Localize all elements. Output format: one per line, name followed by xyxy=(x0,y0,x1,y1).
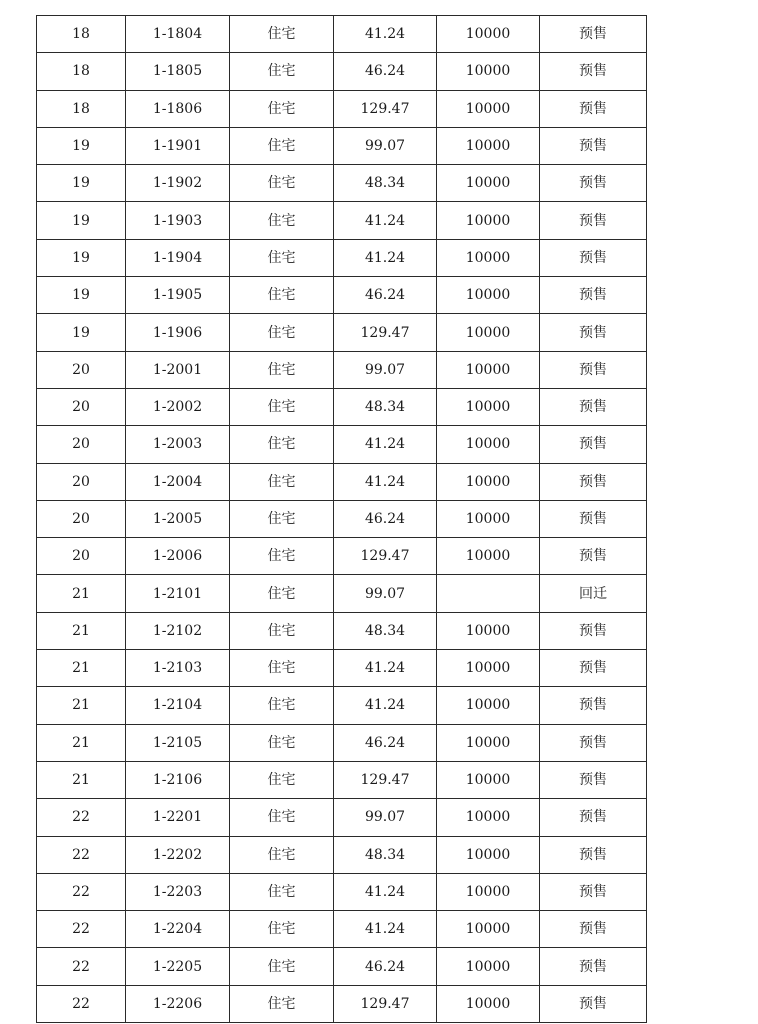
usage-cell: 住宅 xyxy=(230,90,334,127)
sale-status-cell: 预售 xyxy=(540,239,647,276)
room-number-cell: 1-1906 xyxy=(126,314,230,351)
price-table-sheet xyxy=(36,15,646,1023)
area-cell: 99.07 xyxy=(334,575,437,612)
unit-price-cell: 10000 xyxy=(437,202,540,239)
usage-cell: 住宅 xyxy=(230,314,334,351)
table-row xyxy=(37,90,647,127)
area-cell: 129.47 xyxy=(334,90,437,127)
area-cell: 41.24 xyxy=(334,426,437,463)
unit-price-cell: 10000 xyxy=(437,53,540,90)
table-row xyxy=(37,799,647,836)
sale-status-cell: 预售 xyxy=(540,836,647,873)
unit-price-cell: 10000 xyxy=(437,985,540,1022)
sale-status-cell: 预售 xyxy=(540,985,647,1022)
table-row xyxy=(37,911,647,948)
table-row xyxy=(37,426,647,463)
floor-cell: 19 xyxy=(37,277,126,314)
unit-price-cell: 10000 xyxy=(437,314,540,351)
usage-cell: 住宅 xyxy=(230,985,334,1022)
sale-status-cell: 预售 xyxy=(540,463,647,500)
room-number-cell: 1-2201 xyxy=(126,799,230,836)
sale-status-cell: 预售 xyxy=(540,612,647,649)
floor-cell: 22 xyxy=(37,799,126,836)
table-row xyxy=(37,388,647,425)
usage-cell: 住宅 xyxy=(230,724,334,761)
unit-price-cell: 10000 xyxy=(437,724,540,761)
usage-cell: 住宅 xyxy=(230,426,334,463)
floor-cell: 22 xyxy=(37,873,126,910)
room-number-cell: 1-2102 xyxy=(126,612,230,649)
room-number-cell: 1-2206 xyxy=(126,985,230,1022)
table-row xyxy=(37,836,647,873)
area-cell: 41.24 xyxy=(334,16,437,53)
floor-cell: 19 xyxy=(37,127,126,164)
area-cell: 46.24 xyxy=(334,948,437,985)
area-cell: 129.47 xyxy=(334,538,437,575)
room-number-cell: 1-2001 xyxy=(126,351,230,388)
unit-price-cell: 10000 xyxy=(437,351,540,388)
floor-cell: 21 xyxy=(37,612,126,649)
table-row xyxy=(37,500,647,537)
room-number-cell: 1-2204 xyxy=(126,911,230,948)
room-number-cell: 1-1905 xyxy=(126,277,230,314)
room-number-cell: 1-2104 xyxy=(126,687,230,724)
usage-cell: 住宅 xyxy=(230,239,334,276)
unit-price-cell: 10000 xyxy=(437,239,540,276)
unit-price-cell: 10000 xyxy=(437,463,540,500)
table-row xyxy=(37,948,647,985)
table-row xyxy=(37,463,647,500)
floor-cell: 18 xyxy=(37,53,126,90)
unit-price-cell: 10000 xyxy=(437,500,540,537)
usage-cell: 住宅 xyxy=(230,277,334,314)
sale-status-cell: 预售 xyxy=(540,873,647,910)
usage-cell: 住宅 xyxy=(230,873,334,910)
room-number-cell: 1-1805 xyxy=(126,53,230,90)
sale-status-cell: 回迁 xyxy=(540,575,647,612)
area-cell: 41.24 xyxy=(334,873,437,910)
unit-price-cell: 10000 xyxy=(437,127,540,164)
area-cell: 41.24 xyxy=(334,687,437,724)
sale-status-cell: 预售 xyxy=(540,761,647,798)
area-cell: 46.24 xyxy=(334,53,437,90)
unit-price-cell: 10000 xyxy=(437,90,540,127)
sale-status-cell: 预售 xyxy=(540,165,647,202)
sale-status-cell: 预售 xyxy=(540,202,647,239)
area-cell: 41.24 xyxy=(334,239,437,276)
table-row xyxy=(37,761,647,798)
floor-cell: 20 xyxy=(37,463,126,500)
floor-cell: 21 xyxy=(37,687,126,724)
table-row xyxy=(37,314,647,351)
unit-price-cell: 10000 xyxy=(437,948,540,985)
room-number-cell: 1-2004 xyxy=(126,463,230,500)
table-row xyxy=(37,873,647,910)
usage-cell: 住宅 xyxy=(230,538,334,575)
room-number-cell: 1-2003 xyxy=(126,426,230,463)
table-row xyxy=(37,239,647,276)
area-cell: 99.07 xyxy=(334,799,437,836)
sale-status-cell: 预售 xyxy=(540,388,647,425)
table-row xyxy=(37,165,647,202)
sale-status-cell: 预售 xyxy=(540,90,647,127)
table-row xyxy=(37,724,647,761)
table-row xyxy=(37,16,647,53)
usage-cell: 住宅 xyxy=(230,911,334,948)
usage-cell: 住宅 xyxy=(230,463,334,500)
room-number-cell: 1-2105 xyxy=(126,724,230,761)
area-cell: 129.47 xyxy=(334,985,437,1022)
unit-price-table xyxy=(36,15,647,1023)
floor-cell: 22 xyxy=(37,836,126,873)
room-number-cell: 1-2203 xyxy=(126,873,230,910)
unit-price-cell: 10000 xyxy=(437,612,540,649)
unit-price-cell: 10000 xyxy=(437,538,540,575)
room-number-cell: 1-1806 xyxy=(126,90,230,127)
room-number-cell: 1-2202 xyxy=(126,836,230,873)
floor-cell: 19 xyxy=(37,314,126,351)
table-row xyxy=(37,650,647,687)
unit-price-cell: 10000 xyxy=(437,799,540,836)
sale-status-cell: 预售 xyxy=(540,314,647,351)
sale-status-cell: 预售 xyxy=(540,277,647,314)
usage-cell: 住宅 xyxy=(230,948,334,985)
floor-cell: 21 xyxy=(37,761,126,798)
sale-status-cell: 预售 xyxy=(540,724,647,761)
unit-price-cell: 10000 xyxy=(437,16,540,53)
usage-cell: 住宅 xyxy=(230,53,334,90)
room-number-cell: 1-2005 xyxy=(126,500,230,537)
area-cell: 41.24 xyxy=(334,202,437,239)
sale-status-cell: 预售 xyxy=(540,351,647,388)
sale-status-cell: 预售 xyxy=(540,538,647,575)
unit-price-cell: 10000 xyxy=(437,687,540,724)
sale-status-cell: 预售 xyxy=(540,16,647,53)
usage-cell: 住宅 xyxy=(230,687,334,724)
floor-cell: 21 xyxy=(37,724,126,761)
table-row xyxy=(37,687,647,724)
floor-cell: 18 xyxy=(37,90,126,127)
floor-cell: 19 xyxy=(37,165,126,202)
table-row xyxy=(37,575,647,612)
floor-cell: 19 xyxy=(37,239,126,276)
sale-status-cell: 预售 xyxy=(540,911,647,948)
table-row xyxy=(37,127,647,164)
usage-cell: 住宅 xyxy=(230,612,334,649)
unit-price-cell: 10000 xyxy=(437,873,540,910)
area-cell: 48.34 xyxy=(334,836,437,873)
table-row xyxy=(37,612,647,649)
sale-status-cell: 预售 xyxy=(540,650,647,687)
sale-status-cell: 预售 xyxy=(540,799,647,836)
area-cell: 41.24 xyxy=(334,650,437,687)
floor-cell: 22 xyxy=(37,948,126,985)
room-number-cell: 1-2002 xyxy=(126,388,230,425)
unit-price-cell: 10000 xyxy=(437,761,540,798)
sale-status-cell: 预售 xyxy=(540,687,647,724)
room-number-cell: 1-1902 xyxy=(126,165,230,202)
room-number-cell: 1-1904 xyxy=(126,239,230,276)
usage-cell: 住宅 xyxy=(230,388,334,425)
unit-price-cell: 10000 xyxy=(437,911,540,948)
unit-price-cell: 10000 xyxy=(437,165,540,202)
room-number-cell: 1-2205 xyxy=(126,948,230,985)
sale-status-cell: 预售 xyxy=(540,53,647,90)
floor-cell: 20 xyxy=(37,500,126,537)
usage-cell: 住宅 xyxy=(230,16,334,53)
sale-status-cell: 预售 xyxy=(540,500,647,537)
usage-cell: 住宅 xyxy=(230,165,334,202)
table-row xyxy=(37,351,647,388)
unit-price-cell: 10000 xyxy=(437,836,540,873)
table-row xyxy=(37,538,647,575)
sale-status-cell: 预售 xyxy=(540,127,647,164)
floor-cell: 20 xyxy=(37,538,126,575)
room-number-cell: 1-1804 xyxy=(126,16,230,53)
table-row xyxy=(37,202,647,239)
sale-status-cell: 预售 xyxy=(540,948,647,985)
area-cell: 99.07 xyxy=(334,127,437,164)
usage-cell: 住宅 xyxy=(230,575,334,612)
floor-cell: 18 xyxy=(37,16,126,53)
area-cell: 46.24 xyxy=(334,724,437,761)
area-cell: 41.24 xyxy=(334,463,437,500)
floor-cell: 22 xyxy=(37,911,126,948)
floor-cell: 20 xyxy=(37,388,126,425)
room-number-cell: 1-1901 xyxy=(126,127,230,164)
table-row xyxy=(37,985,647,1022)
usage-cell: 住宅 xyxy=(230,836,334,873)
sale-status-cell: 预售 xyxy=(540,426,647,463)
usage-cell: 住宅 xyxy=(230,127,334,164)
area-cell: 99.07 xyxy=(334,351,437,388)
area-cell: 129.47 xyxy=(334,761,437,798)
floor-cell: 21 xyxy=(37,575,126,612)
room-number-cell: 1-2006 xyxy=(126,538,230,575)
floor-cell: 19 xyxy=(37,202,126,239)
usage-cell: 住宅 xyxy=(230,351,334,388)
floor-cell: 21 xyxy=(37,650,126,687)
unit-price-cell: 10000 xyxy=(437,388,540,425)
usage-cell: 住宅 xyxy=(230,799,334,836)
unit-price-cell: 10000 xyxy=(437,426,540,463)
usage-cell: 住宅 xyxy=(230,761,334,798)
unit-price-cell xyxy=(437,575,540,612)
table-body xyxy=(37,16,647,1023)
floor-cell: 22 xyxy=(37,985,126,1022)
area-cell: 48.34 xyxy=(334,388,437,425)
table-row xyxy=(37,277,647,314)
area-cell: 48.34 xyxy=(334,612,437,649)
area-cell: 48.34 xyxy=(334,165,437,202)
area-cell: 46.24 xyxy=(334,277,437,314)
floor-cell: 20 xyxy=(37,426,126,463)
usage-cell: 住宅 xyxy=(230,650,334,687)
area-cell: 129.47 xyxy=(334,314,437,351)
area-cell: 46.24 xyxy=(334,500,437,537)
room-number-cell: 1-2106 xyxy=(126,761,230,798)
room-number-cell: 1-2101 xyxy=(126,575,230,612)
room-number-cell: 1-1903 xyxy=(126,202,230,239)
area-cell: 41.24 xyxy=(334,911,437,948)
usage-cell: 住宅 xyxy=(230,202,334,239)
table-row xyxy=(37,53,647,90)
unit-price-cell: 10000 xyxy=(437,650,540,687)
room-number-cell: 1-2103 xyxy=(126,650,230,687)
usage-cell: 住宅 xyxy=(230,500,334,537)
unit-price-cell: 10000 xyxy=(437,277,540,314)
floor-cell: 20 xyxy=(37,351,126,388)
